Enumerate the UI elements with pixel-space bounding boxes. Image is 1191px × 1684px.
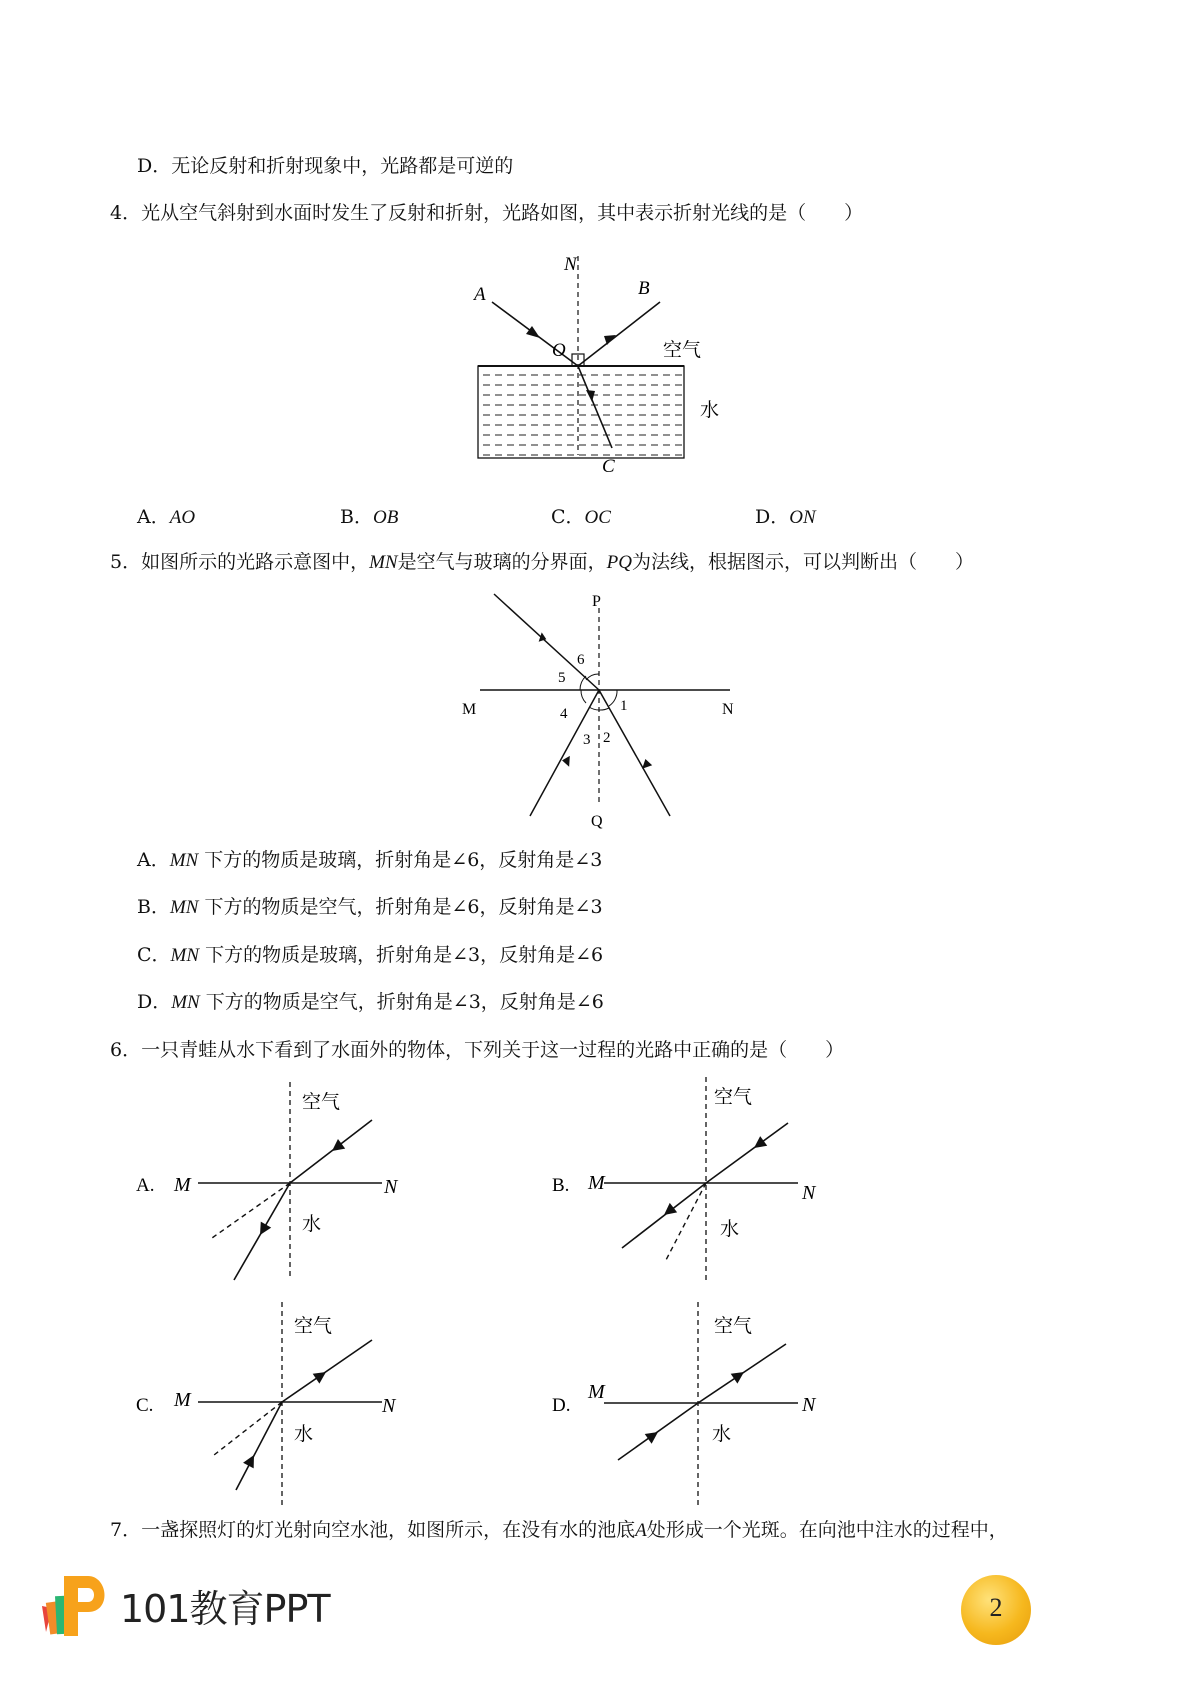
svg-text:水: 水 (294, 1424, 314, 1445)
q5-option-a: A．MN 下方的物质是玻璃，折射角是∠6，反射角是∠3 (137, 849, 603, 871)
label-c: C (602, 456, 615, 477)
svg-text:空气: 空气 (302, 1092, 341, 1113)
svg-text:N: N (382, 1395, 396, 1417)
q4-option-b: B．OB (340, 506, 399, 528)
svg-text:空气: 空气 (714, 1316, 753, 1337)
svg-text:空气: 空气 (294, 1316, 333, 1337)
q5-figure (460, 590, 740, 835)
label-p: P (592, 593, 601, 610)
page-number: 2 (989, 1593, 1003, 1622)
label-water: 水 (700, 400, 720, 421)
label-b: B (638, 278, 650, 299)
svg-text:C.: C. (136, 1395, 154, 1416)
ray-upper (494, 594, 599, 690)
svg-text:M: M (174, 1389, 191, 1411)
angle-4: 4 (560, 706, 568, 722)
ray-ob (578, 302, 660, 366)
svg-text:M: M (588, 1381, 605, 1403)
svg-text:A.: A. (136, 1175, 155, 1196)
q4-option-d: D．ON (755, 506, 816, 528)
q4-stem: 4．光从空气斜射到水面时发生了反射和折射，光路如图，其中表示折射光线的是（ ） (110, 202, 864, 224)
ray-lower-right (599, 690, 670, 816)
q6-diagram-a (130, 1080, 430, 1285)
q5-option-c: C．MN 下方的物质是玻璃，折射角是∠3，反射角是∠6 (137, 944, 604, 966)
angle-2: 2 (603, 730, 611, 746)
q4-option-a: A．AO (137, 506, 196, 528)
angle-5: 5 (558, 670, 566, 686)
svg-text:B.: B. (552, 1175, 570, 1196)
svg-text:水: 水 (712, 1424, 732, 1445)
svg-text:M: M (588, 1172, 605, 1194)
q7-stem: 7．一盏探照灯的灯光射向空水池，如图所示，在没有水的池底A处形成一个光斑。在向池中注水的过程中， (110, 1519, 1008, 1541)
label-n: N (722, 701, 734, 718)
label-q: Q (591, 813, 603, 830)
brand-logo (38, 1572, 338, 1638)
q5-option-b: B．MN 下方的物质是空气，折射角是∠6，反射角是∠3 (137, 896, 603, 918)
label-m: M (462, 701, 477, 718)
angle-6: 6 (577, 652, 585, 668)
q6-stem: 6．一只青蛙从水下看到了水面外的物体，下列关于这一过程的光路中正确的是（ ） (110, 1039, 845, 1061)
angle-1: 1 (620, 698, 628, 714)
label-air: 空气 (663, 340, 702, 361)
logo-text: 101教育PPT (120, 1587, 330, 1631)
svg-text:N: N (802, 1182, 816, 1204)
q6-diagram-c (130, 1300, 430, 1510)
svg-text:N: N (384, 1176, 398, 1198)
svg-text:M: M (174, 1174, 191, 1196)
angle-3: 3 (583, 732, 591, 748)
svg-text:D.: D. (552, 1395, 571, 1416)
label-o: O (552, 340, 566, 361)
svg-text:空气: 空气 (714, 1087, 753, 1108)
q4-figure (470, 250, 730, 480)
q6-diagram-d (546, 1300, 846, 1510)
svg-text:N: N (802, 1394, 816, 1416)
q4-option-c: C．OC (551, 506, 611, 528)
q3-option-d: D．无论反射和折射现象中，光路都是可逆的 (137, 155, 514, 177)
label-a: A (474, 284, 486, 305)
label-n: N (564, 254, 577, 275)
q5-option-d: D．MN 下方的物质是空气，折射角是∠3，反射角是∠6 (137, 991, 604, 1013)
logo-p-icon (38, 1572, 118, 1638)
q5-stem: 5．如图所示的光路示意图中，MN是空气与玻璃的分界面，PQ为法线，根据图示，可以判断出（ ） (110, 551, 974, 573)
q6-diagram-b (546, 1075, 846, 1285)
svg-text:水: 水 (302, 1214, 322, 1235)
page-number-badge (961, 1575, 1031, 1645)
svg-text:水: 水 (720, 1219, 740, 1240)
